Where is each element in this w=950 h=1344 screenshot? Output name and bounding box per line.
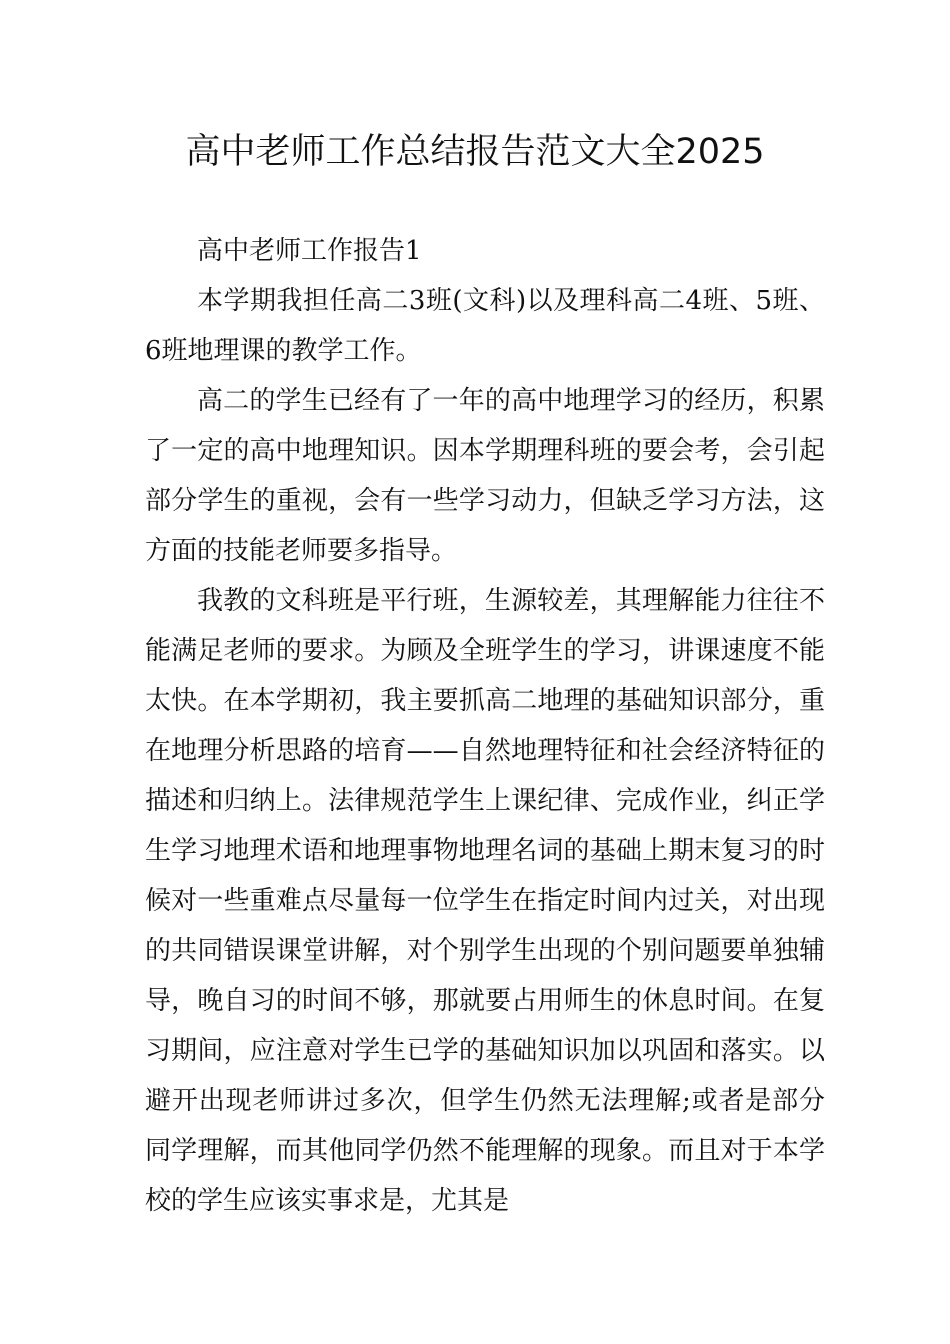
section-heading: 高中老师工作报告1 bbox=[197, 236, 422, 266]
paragraph: 高二的学生已经有了一年的高中地理学习的经历，积累了一定的高中地理知识。因本学期理科班的要会考，会引起部分学生的重视，会有一些学习动力，但缺乏学习方法，这方面的技能老师要多指导。 bbox=[145, 386, 825, 566]
document-body bbox=[145, 226, 825, 1226]
paragraph: 我教的文科班是平行班，生源较差，其理解能力往往不能满足老师的要求。为顾及全班学生的学习，讲课速度不能太快。在本学期初，我主要抓高二地理的基础知识部分，重在地理分析思路的培育——自然地理特征和社会经济特征的描述和归纳上。法律规范学生上课纪律、完成作业，纠正学生学习地理术语和地理事物地理名词的基础上期末复习的时候对一些重难点尽量每一位学生在指定时间内过关，对出现的共同错误课堂讲解，对个别学生出现的个别问题要单独辅导，晚自习的时间不够，那就要占用师生的休息时间。在复习期间，应注意对学生已学的基础知识加以巩固和落实。以避开出现老师讲过多次，但学生仍然无法理解;或者是部分同学理解，而其他同学仍然不能理解的现象。而且对于本学校的学生应该实事求是，尤其是 bbox=[145, 586, 825, 1216]
paragraph: 本学期我担任高二3班(文科)以及理科高二4班、5班、6班地理课的教学工作。 bbox=[145, 286, 825, 366]
document-title: 高中老师工作总结报告范文大全2025 bbox=[185, 132, 765, 172]
